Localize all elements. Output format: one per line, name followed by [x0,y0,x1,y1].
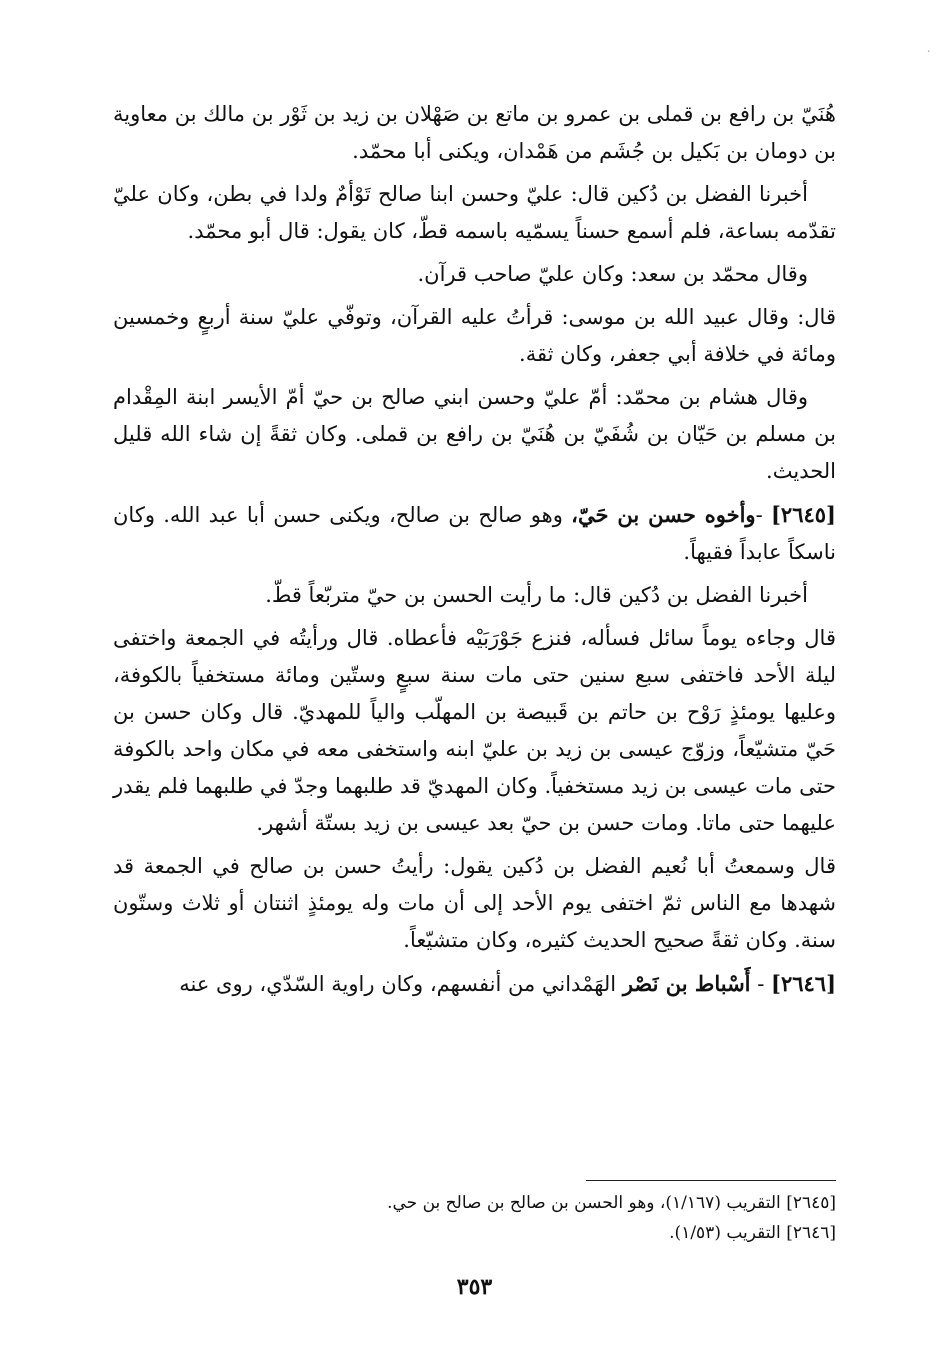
paragraph-3: وقال محمّد بن سعد: وكان عليّ صاحب قرآن. [417,262,808,286]
entry-2645: [٢٦٤٥] -وأخوه حسن بن حَيّ، وهو صالح بن صالح، ويكنى حسن أبا عبد الله. وكان ناسكاً عابداً فقيهاً. [113,502,836,564]
paragraph-7: قال وجاءه يوماً سائل فسأله، فنزع جَوْرَبَيْه فأعطاه. قال ورأيتُه في الجمعة واختفى ليلة الأحد فاختفى سبع سنين حتى مات سنة سبعٍ وستّين ومائة مستخفياً بالكوفة، وعليها يومئذٍ رَوْح بن حاتم بن قَبيصة بن المهلّب والياً للمهديّ. قال وكان حسن بن حَيّ متشيّعاً، وزوّج عيسى بن زيد بن عليّ ابنه واستخفى معه في مكان واحد بالكوفة حتى مات عيسى بن زيد مستخفياً. وكان المهديّ قد طلبهما وجدّ في طلبهما فلم يقدر عليهما حتى ماتا. ومات حسن بن حيّ بعد عيسى بن زيد بستّة أشهر. [113,626,836,835]
main-text [113,96,836,1009]
scan-mark: · [926,44,931,60]
footnote-divider [586,1180,836,1181]
entry-2646: [٢٦٤٦] - أَسْباط بن نَصْر الهَمْداني من أنفسهم، وكان راوية السّدّي، روى عنه [179,971,836,996]
footnote-1: [٢٦٤٥] التقريب (١/١٦٧)، وهو الحسن بن صالح بن صالح بن حي. [387,1193,836,1213]
paragraph-8: قال وسمعتُ أبا نُعيم الفضل بن دُكين يقول: رأيتُ حسن بن صالح في الجمعة قد شهدها مع الناس ثمّ اختفى يوم الأحد إلى أن مات وله يومئذٍ اثنتان أو ثلاث وستّون سنة. وكان ثقةً صحيح الحديث كثيره، وكان متشيّعاً. [113,854,836,952]
entry-name: أَسْباط بن نَصْر [622,971,751,996]
footnotes [113,1188,836,1248]
paragraph-5: وقال هشام بن محمّد: أمّ عليّ وحسن ابني صالح بن حيّ أمّ الأيسر ابنة المِقْدام بن مسلم بن حَيّان بن شُفَيّ بن هُنَيّ بن رافع بن قملى. وكان ثقةً إن شاء الله قليل الحديث. [113,385,836,483]
paragraph-6: أخبرنا الفضل بن دُكين قال: ما رأيت الحسن بن حيّ متربّعاً قطّ. [265,583,808,607]
page-number: ٣٥٣ [456,1274,493,1300]
entry-text: الهَمْداني من أنفسهم، وكان راوية السّدّي، روى عنه [179,972,617,996]
paragraph-4: قال: وقال عبيد الله بن موسى: قرأتُ عليه القرآن، وتوفّي عليّ سنة أربعٍ وخمسين ومائة في خلافة أبي جعفر، وكان ثقة. [113,305,836,366]
paragraph-2: أخبرنا الفضل بن دُكين قال: عليّ وحسن ابنا صالح تَوْأمٌ ولدا في بطن، وكان عليّ تقدّمه بساعة، فلم أسمع حسناً يسمّيه باسمه قطّ، كان يقول: قال أبو محمّد. [113,182,836,243]
entry-text: وهو صالح بن صالح، ويكنى حسن أبا عبد الله. وكان ناسكاً عابداً فقيهاً. [113,503,836,564]
footnote-2: [٢٦٤٦] التقريب (١/٥٣). [669,1223,836,1243]
entry-number: [٢٦٤٥] [770,502,836,527]
entry-number: [٢٦٤٦] [771,971,836,996]
entry-name: وأخوه حسن بن حَيّ، [571,502,756,527]
paragraph-1: هُنَيّ بن رافع بن قملى بن عمرو بن ماتع بن صَهْلان بن زيد بن ثَوْر بن مالك بن معاوية بن دومان بن بَكيل بن جُشَم من هَمْدان، ويكنى أبا محمّد. [113,102,836,163]
